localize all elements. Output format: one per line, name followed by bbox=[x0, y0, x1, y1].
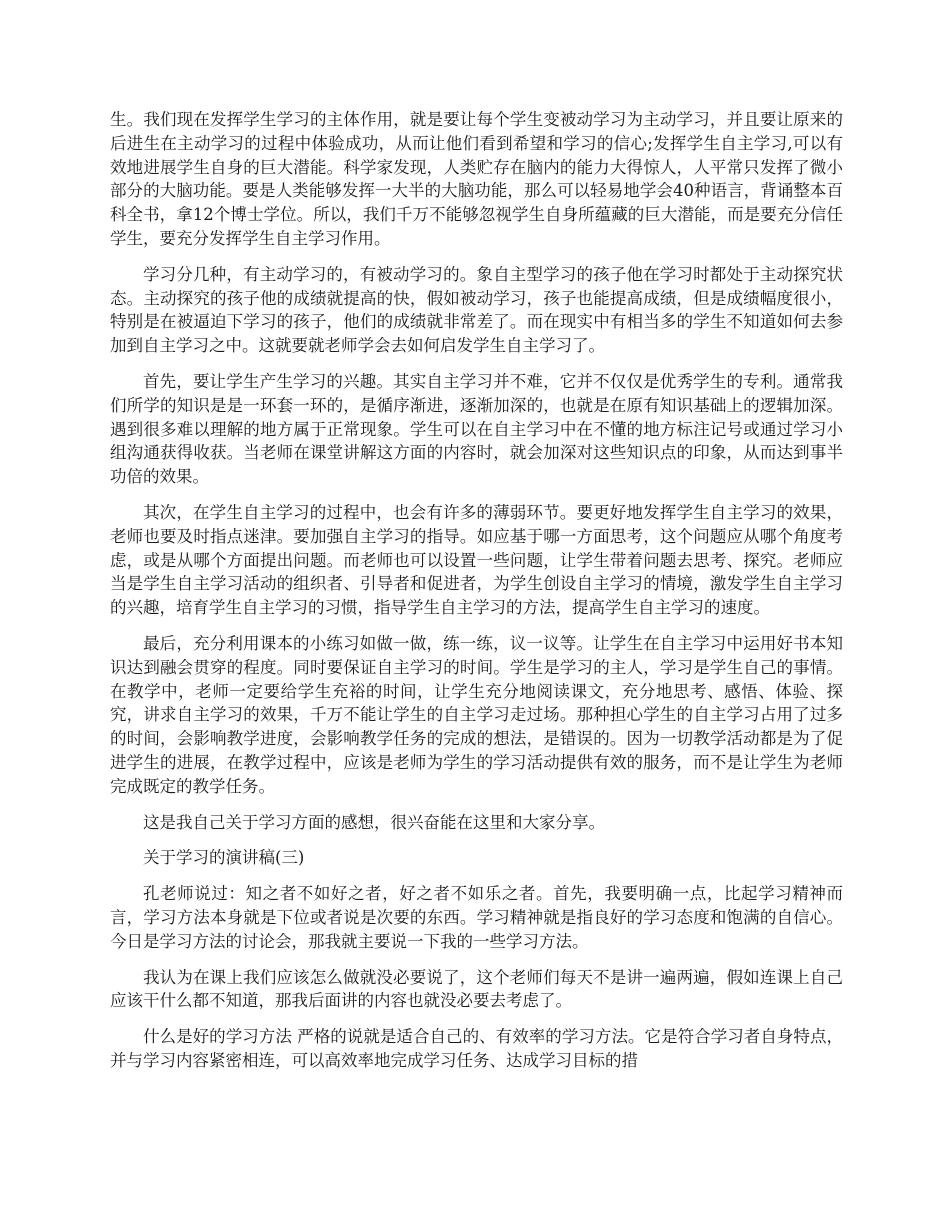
paragraph: 最后，充分利用课本的小练习如做一做，练一练，议一议等。让学生在自主学习中运用好书本知识达到融会贯穿的程度。同时要保证自主学习的时间。学生是学习的主人，学习是学生自己的事情。在教学中，老师一定要给学生充裕的时间，让学生充分地阅读课文，充分地思考、感悟、体验、探究，讲求自主学习的效果，千万不能让学生的自主学习走过场。那种担心学生的自主学习占用了过多的时间，会影响教学进度，会影响教学任务的完成的想法，是错误的。因为一切教学活动都是为了促进学生的进展，在教学过程中，应该是老师为学生的学习活动提供有效的服务，而不是让学生为老师完成既定的教学任务。 bbox=[110, 633, 843, 796]
section-heading: 关于学习的演讲稿(三) bbox=[143, 848, 305, 868]
paragraph: 孔老师说过：知之者不如好之者，好之者不如乐之者。首先，我要明确一点，比起学习精神而言，学习方法本身就是下位或者说是次要的东西。学习精神就是指良好的学习态度和饱满的自信心。今日是学习方法的讨论会，那我就主要说一下我的一些学习方法。 bbox=[110, 884, 843, 951]
paragraph: 什么是好的学习方法 严格的说就是适合自己的、有效率的学习方法。它是符合学习者自身特点，并与学习内容紧密相连，可以高效率地完成学习任务、达成学习目标的措 bbox=[110, 1027, 843, 1070]
document-page bbox=[110, 108, 843, 1085]
paragraph: 生。我们现在发挥学生学习的主体作用，就是要让每个学生变被动学习为主动学习，并且要让原来的后进生在主动学习的过程中体验成功，从而让他们看到希望和学习的信心;发挥学生自主学习,可以有效地进展学生自身的巨大潜能。科学家发现，人类贮存在脑内的能力大得惊人，人平常只发挥了微小部分的大脑功能。要是人类能够发挥一大半的大脑功能，那么可以轻易地学会40种语言，背诵整本百科全书，拿12个博士学位。所以，我们千万不能够忽视学生自身所蕴藏的巨大潜能，而是要充分信任学生，要充分发挥学生自主学习作用。 bbox=[110, 110, 843, 248]
paragraph: 我认为在课上我们应该怎么做就没必要说了，这个老师们每天不是讲一遍两遍，假如连课上自己应该干什么都不知道，那我后面讲的内容也就没必要去考虑了。 bbox=[110, 967, 843, 1011]
paragraph: 首先，要让学生产生学习的兴趣。其实自主学习并不难，它并不仅仅是优秀学生的专利。通常我们所学的知识是是一环套一环的，是循序渐进，逐渐加深的，也就是在原有知识基础上的逻辑加深。遇到很多难以理解的地方属于正常现象。学生可以在自主学习中在不懂的地方标注记号或通过学习小组沟通获得收获。当老师在课堂讲解这方面的内容时，就会加深对这些知识点的印象，从而达到事半功倍的效果。 bbox=[110, 371, 843, 487]
paragraph: 这是我自己关于学习方面的感想，很兴奋能在这里和大家分享。 bbox=[143, 812, 605, 832]
paragraph: 学习分几种，有主动学习的，有被动学习的。象自主型学习的孩子他在学习时都处于主动探究状态。主动探究的孩子他的成绩就提高的快，假如被动学习，孩子也能提高成绩，但是成绩幅度很小，特别是在被逼迫下学习的孩子，他们的成绩就非常差了。而在现实中有相当多的学生不知道如何去参加到自主学习之中。这就要就老师学会去如何启发学生自主学习了。 bbox=[110, 264, 843, 356]
paragraph: 其次，在学生自主学习的过程中，也会有许多的薄弱环节。要更好地发挥学生自主学习的效果，老师也要及时指点迷津。要加强自主学习的指导。如应基于哪一方面思考，这个问题应从哪个角度考虑，或是从哪个方面提出问题。而老师也可以设置一些问题，让学生带着问题去思考、探究。老师应当是学生自主学习活动的组织者、引导者和促进者，为学生创设自主学习的情境，激发学生自主学习的兴趣，培育学生自主学习的习惯，指导学生自主学习的方法，提高学生自主学习的速度。 bbox=[110, 502, 843, 618]
